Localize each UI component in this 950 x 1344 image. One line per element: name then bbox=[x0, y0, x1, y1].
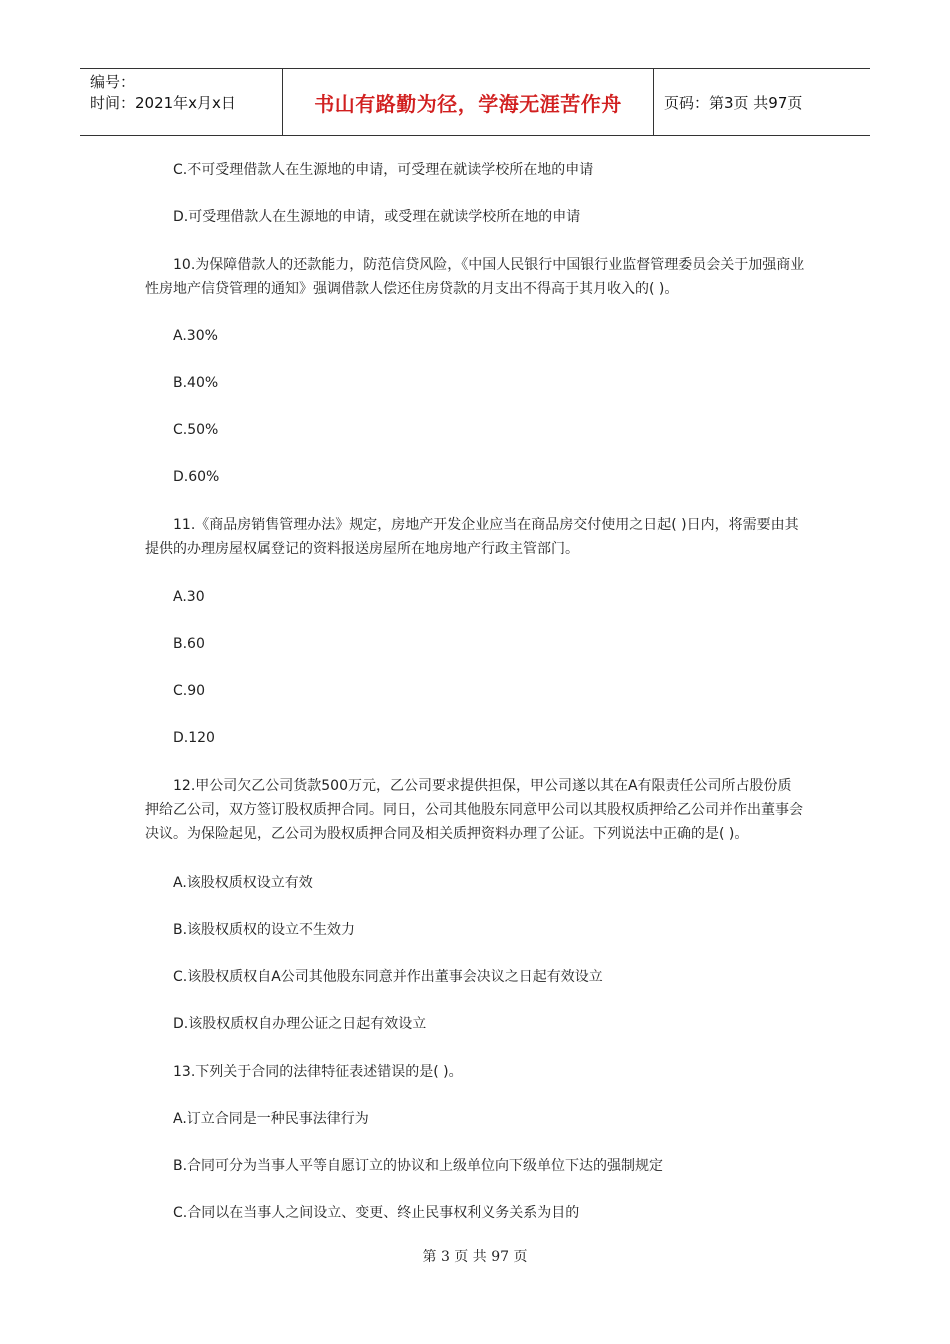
option-11a: A.30 bbox=[173, 589, 205, 605]
header-motto: 书山有路勤为径，学海无涯苦作舟 bbox=[282, 69, 654, 135]
option-9c: C.不可受理借款人在生源地的申请，可受理在就读学校所在地的申请 bbox=[173, 162, 594, 178]
option-13c: C.合同以在当事人之间设立、变更、终止民事权利义务关系为目的 bbox=[173, 1205, 580, 1221]
document-number-label: 编号： bbox=[90, 73, 136, 91]
question-13: 13.下列关于合同的法律特征表述错误的是( )。 bbox=[173, 1064, 463, 1080]
option-13a: A.订立合同是一种民事法律行为 bbox=[173, 1111, 369, 1127]
document-time-label: 时间：2021年x月x日 bbox=[90, 94, 236, 112]
option-12d: D.该股权质权自办理公证之日起有效设立 bbox=[173, 1016, 427, 1032]
header-left-cell bbox=[80, 69, 282, 135]
option-11c: C.90 bbox=[173, 683, 206, 699]
option-10d: D.60% bbox=[173, 469, 220, 485]
option-13b: B.合同可分为当事人平等自愿订立的协议和上级单位向下级单位下达的强制规定 bbox=[173, 1158, 664, 1174]
option-11d: D.120 bbox=[173, 730, 215, 746]
page-footer: 第 3 页 共 97 页 bbox=[422, 1249, 528, 1265]
option-9d: D.可受理借款人在生源地的申请，或受理在就读学校所在地的申请 bbox=[173, 209, 581, 225]
option-12c: C.该股权质权自A公司其他股东同意并作出董事会决议之日起有效设立 bbox=[173, 969, 603, 985]
option-10a: A.30% bbox=[173, 328, 218, 344]
page-header bbox=[80, 68, 870, 136]
option-10c: C.50% bbox=[173, 422, 219, 438]
option-10b: B.40% bbox=[173, 375, 219, 391]
question-11: 11.《商品房销售管理办法》规定，房地产开发企业应当在商品房交付使用之日起( )日内，将需要由其提供的办理房屋权属登记的资料报送房屋所在地房地产行政主管部门。 bbox=[145, 517, 799, 557]
option-12a: A.该股权质权设立有效 bbox=[173, 875, 313, 891]
header-page-info: 页码：第3页 共97页 bbox=[664, 93, 803, 112]
question-10: 10.为保障借款人的还款能力，防范信贷风险，《中国人民银行中国银行业监督管理委员会关于加强商业性房地产信贷管理的通知》强调借款人偿还住房贷款的月支出不得高于其月收入的( )。 bbox=[145, 257, 805, 297]
question-12: 12.甲公司欠乙公司货款500万元，乙公司要求提供担保，甲公司遂以其在A有限责任公司所占股份质押给乙公司，双方签订股权质押合同。同日，公司其他股东同意甲公司以其股权质押给乙公司并作出董事会决议。为保险起见，乙公司为股权质押合同及相关质押资料办理了公证。下列说法中正确的是( )。 bbox=[145, 778, 803, 842]
option-11b: B.60 bbox=[173, 636, 205, 652]
option-12b: B.该股权质权的设立不生效力 bbox=[173, 922, 356, 938]
